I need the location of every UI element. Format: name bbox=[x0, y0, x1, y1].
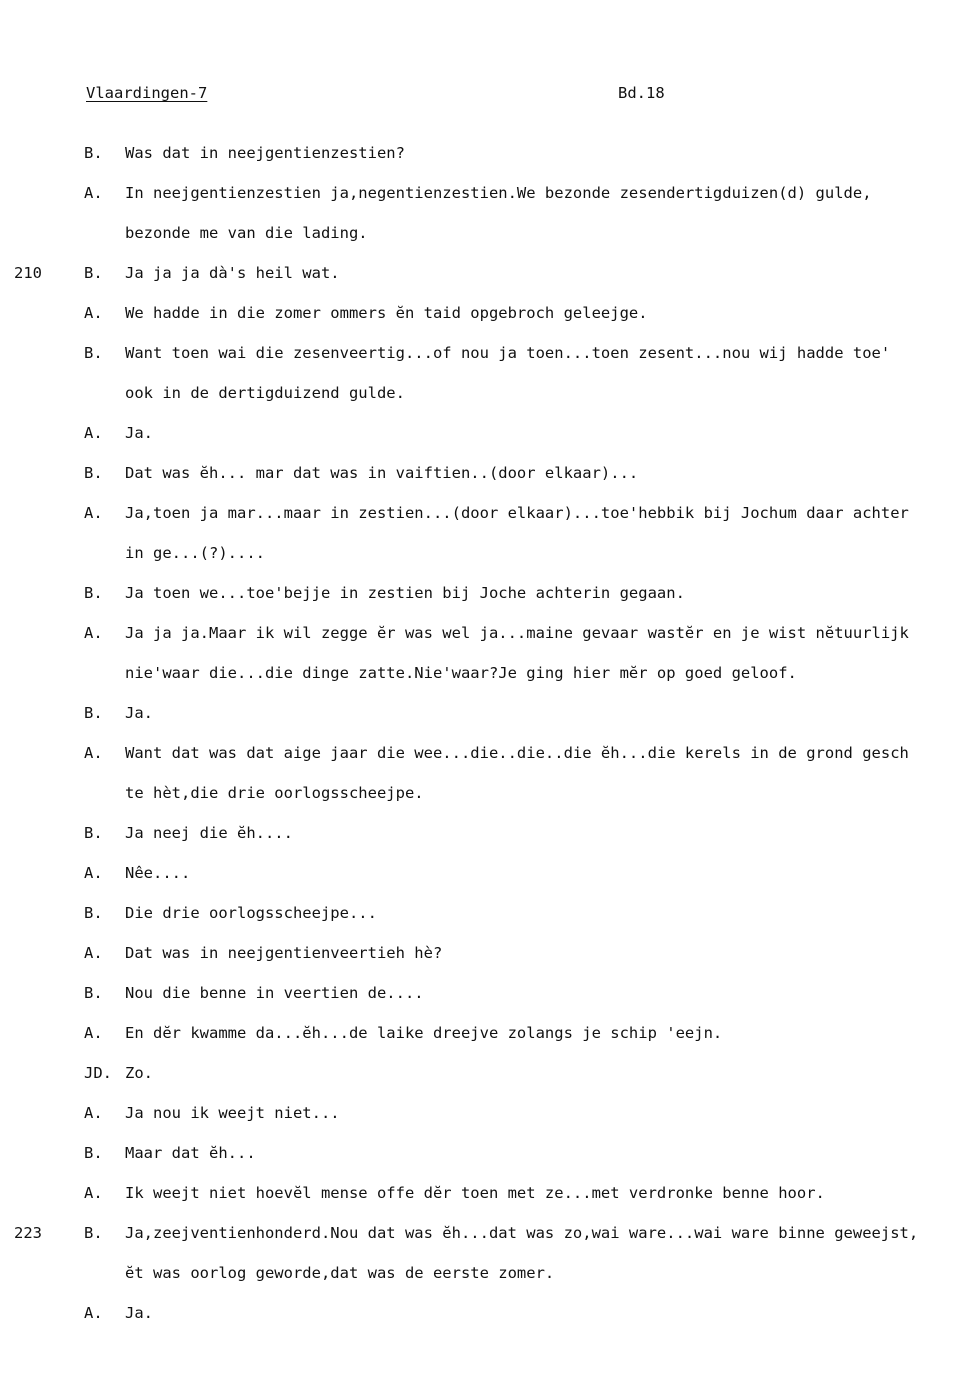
transcript-line bbox=[0, 343, 973, 383]
transcript-line bbox=[0, 183, 973, 223]
transcript-line bbox=[0, 663, 973, 703]
utterance-text: Want dat was dat aige jaar die wee...die..die..die ĕh...die kerels in de grond gesch bbox=[125, 744, 909, 762]
utterance-text: En dĕr kwamme da...ĕh...de laike dreejve zolangs je schip 'eejn. bbox=[125, 1024, 723, 1042]
utterance-text: Ja toen we...toe'bejje in zestien bij Joche achterin gegaan. bbox=[125, 584, 685, 602]
speaker-label: B. bbox=[84, 584, 103, 602]
speaker-label: B. bbox=[84, 264, 103, 282]
transcript-line bbox=[0, 783, 973, 823]
utterance-text: Ja. bbox=[125, 1304, 153, 1322]
speaker-label: A. bbox=[84, 1024, 103, 1042]
transcript-line bbox=[0, 1023, 973, 1063]
speaker-label: B. bbox=[84, 464, 103, 482]
utterance-text: ĕt was oorlog geworde,dat was de eerste zomer. bbox=[125, 1264, 555, 1282]
utterance-text: Ja,toen ja mar...maar in zestien...(door elkaar)...toe'hebbik bij Jochum daar achter bbox=[125, 504, 909, 522]
transcript-line bbox=[0, 303, 973, 343]
utterance-text: Zo. bbox=[125, 1064, 153, 1082]
speaker-label: A. bbox=[84, 1184, 103, 1202]
page-reference: Bd.18 bbox=[618, 84, 665, 102]
utterance-text: Ik weejt niet hoevĕl mense offe dĕr toen met ze...met verdronke benne hoor. bbox=[125, 1184, 825, 1202]
speaker-label: B. bbox=[84, 1144, 103, 1162]
transcript-line bbox=[0, 1063, 973, 1103]
utterance-text: Ja neej die ĕh.... bbox=[125, 824, 293, 842]
utterance-text: Want toen wai die zesenveertig...of nou ja toen...toen zesent...nou wij hadde toe' bbox=[125, 344, 891, 362]
utterance-text: In neejgentienzestien ja,negentienzestien.We bezonde zesendertigduizen(d) gulde, bbox=[125, 184, 872, 202]
speaker-label: A. bbox=[84, 1104, 103, 1122]
transcript-line bbox=[0, 223, 973, 263]
speaker-label: A. bbox=[84, 624, 103, 642]
transcript-line bbox=[0, 1143, 973, 1183]
speaker-label: A. bbox=[84, 504, 103, 522]
transcript-line bbox=[0, 1223, 973, 1263]
utterance-text: Nou die benne in veertien de.... bbox=[125, 984, 424, 1002]
utterance-text: Nêe.... bbox=[125, 864, 191, 882]
transcript-line bbox=[0, 583, 973, 623]
transcript-line bbox=[0, 263, 973, 303]
transcript-line bbox=[0, 823, 973, 863]
transcript-line bbox=[0, 1263, 973, 1303]
transcript-line bbox=[0, 863, 973, 903]
line-number: 210 bbox=[14, 264, 42, 282]
transcript-line bbox=[0, 1183, 973, 1223]
speaker-label: B. bbox=[84, 704, 103, 722]
speaker-label: B. bbox=[84, 984, 103, 1002]
speaker-label: JD. bbox=[84, 1064, 112, 1082]
transcript-line bbox=[0, 1303, 973, 1343]
utterance-text: Ja ja ja dà's heil wat. bbox=[125, 264, 340, 282]
utterance-text: Dat was in neejgentienveertieh hè? bbox=[125, 944, 443, 962]
utterance-text: We hadde in die zomer ommers ĕn taid opgebroch geleejge. bbox=[125, 304, 648, 322]
speaker-label: B. bbox=[84, 824, 103, 842]
utterance-text: bezonde me van die lading. bbox=[125, 224, 368, 242]
utterance-text: Ja. bbox=[125, 704, 153, 722]
speaker-label: B. bbox=[84, 1224, 103, 1242]
transcript-line bbox=[0, 983, 973, 1023]
transcript-line bbox=[0, 903, 973, 943]
utterance-text: Ja. bbox=[125, 424, 153, 442]
transcript-lines bbox=[0, 143, 973, 1343]
utterance-text: Maar dat ĕh... bbox=[125, 1144, 256, 1162]
speaker-label: B. bbox=[84, 344, 103, 362]
transcript-line bbox=[0, 623, 973, 663]
utterance-text: in ge...(?).... bbox=[125, 544, 265, 562]
transcript-line bbox=[0, 943, 973, 983]
transcript-line bbox=[0, 423, 973, 463]
utterance-text: te hèt,die drie oorlogsscheejpe. bbox=[125, 784, 424, 802]
utterance-text: Was dat in neejgentienzestien? bbox=[125, 144, 405, 162]
transcript-line bbox=[0, 463, 973, 503]
utterance-text: Die drie oorlogsscheejpe... bbox=[125, 904, 377, 922]
document-title: Vlaardingen-7 bbox=[86, 84, 208, 102]
speaker-label: A. bbox=[84, 1304, 103, 1322]
transcript-line bbox=[0, 703, 973, 743]
speaker-label: A. bbox=[84, 744, 103, 762]
transcript-line bbox=[0, 383, 973, 423]
utterance-text: Ja,zeejventienhonderd.Nou dat was ĕh...dat was zo,wai ware...wai ware binne geweejst, bbox=[125, 1224, 919, 1242]
speaker-label: A. bbox=[84, 304, 103, 322]
line-number: 223 bbox=[14, 1224, 42, 1242]
transcript-line bbox=[0, 743, 973, 783]
utterance-text: ook in de dertigduizend gulde. bbox=[125, 384, 405, 402]
speaker-label: A. bbox=[84, 424, 103, 442]
speaker-label: A. bbox=[84, 864, 103, 882]
transcript-line bbox=[0, 543, 973, 583]
transcript-line bbox=[0, 143, 973, 183]
utterance-text: Dat was ĕh... mar dat was in vaiftien..(door elkaar)... bbox=[125, 464, 639, 482]
utterance-text: nie'waar die...die dinge zatte.Nie'waar?Je ging hier mĕr op goed geloof. bbox=[125, 664, 797, 682]
speaker-label: B. bbox=[84, 144, 103, 162]
utterance-text: Ja nou ik weejt niet... bbox=[125, 1104, 340, 1122]
utterance-text: Ja ja ja.Maar ik wil zegge ĕr was wel ja...maine gevaar wastĕr en je wist nĕtuurlijk bbox=[125, 624, 909, 642]
speaker-label: B. bbox=[84, 904, 103, 922]
speaker-label: A. bbox=[84, 184, 103, 202]
transcript-line bbox=[0, 503, 973, 543]
transcript-line bbox=[0, 1103, 973, 1143]
speaker-label: A. bbox=[84, 944, 103, 962]
